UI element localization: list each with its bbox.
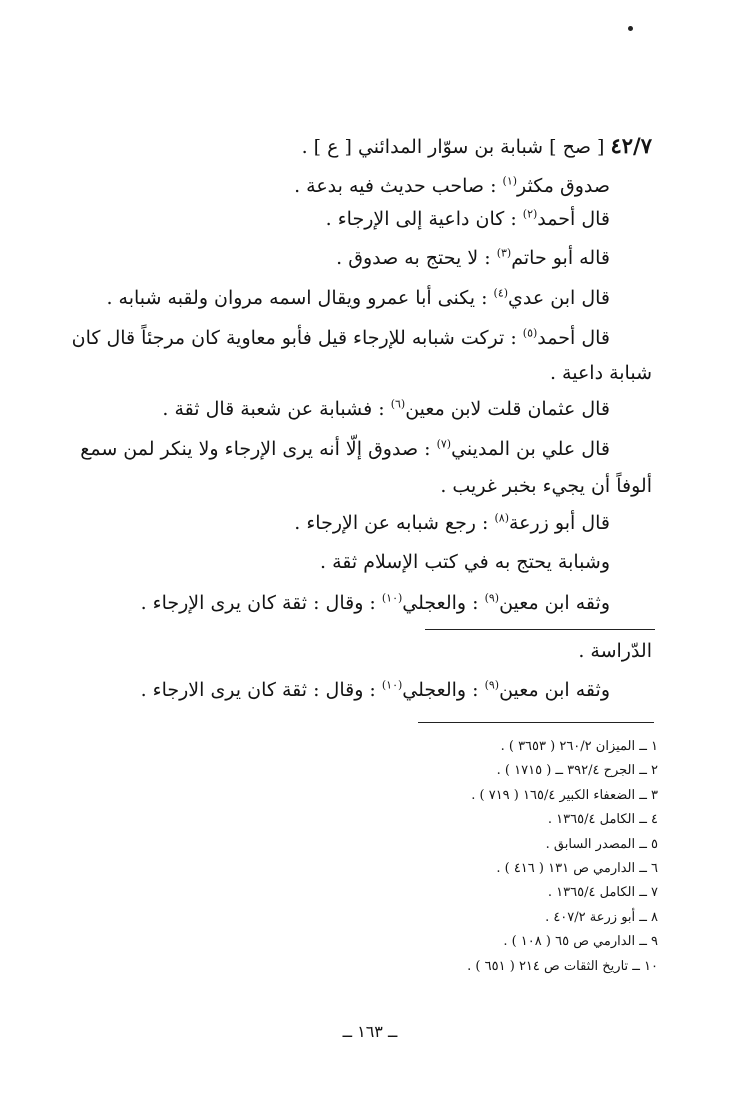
text-line-post: : لا يحتج به صدوق . — [336, 247, 497, 269]
footnote-item: ١ ــ الميزان ٢٦٠/٢ ( ٣٦٥٣ ) . — [500, 739, 658, 754]
footnote-item: ٥ ــ المصدر السابق . — [545, 836, 658, 852]
study-line-pre: وثقه ابن معين — [499, 679, 610, 701]
footnote-item: ١٠ ــ تاريخ الثقات ص ٢١٤ ( ٦٥١ ) . — [467, 958, 658, 974]
text-line — [550, 360, 652, 386]
text-line — [294, 510, 610, 536]
text-line — [106, 285, 610, 311]
text-line-post: : صاحب حديث فيه بدعة . — [294, 175, 503, 197]
footnote-ref: (٤) — [493, 286, 509, 300]
footnote-item: ٧ ــ الكامل ١٣٦٥/٤ . — [547, 885, 658, 901]
text-line-pre: ألوفاً أن يجيء بخبر غريب . — [440, 475, 652, 497]
entry-heading-line — [302, 133, 652, 160]
text-line — [320, 549, 610, 575]
text-line — [326, 206, 610, 232]
text-line — [141, 590, 610, 616]
text-line-pre: قاله أبو حاتم — [511, 247, 610, 269]
text-line-pre: صدوق مكثر — [517, 175, 610, 197]
text-line-pre: قال أحمد — [537, 208, 610, 230]
text-line-pre: وثقه ابن معين — [499, 592, 610, 614]
footnote-ref: (٢) — [522, 207, 538, 221]
footnote-ref: (١٠) — [381, 591, 403, 605]
text-line — [440, 473, 652, 499]
text-line-post: : تركت شبابه للإرجاء قيل فأبو معاوية كان مرجئاً قال كان — [71, 327, 523, 349]
footnote-item: ٦ ــ الدارمي ص ١٣١ ( ٤١٦ ) . — [496, 861, 658, 876]
text-line-pre: قال ابن عدي — [508, 287, 610, 309]
footnote-item: ٤ ــ الكامل ١٣٦٥/٤ . — [547, 812, 658, 828]
footnote-ref: (٧) — [436, 437, 452, 451]
study-line — [141, 677, 610, 703]
text-line-pre: قال علي بن المديني — [451, 438, 610, 460]
footnote-ref: (٦) — [390, 397, 406, 411]
footnote-divider — [418, 722, 654, 723]
footnote-ref: (١) — [502, 174, 518, 188]
text-line-pre: شبابة داعية . — [549, 362, 652, 384]
text-line-pre: قال عثمان قلت لابن معين — [405, 398, 610, 420]
footnote-ref: (٨) — [494, 511, 509, 525]
text-line — [72, 325, 610, 351]
text-line-post: : رجع شبابه عن الإرجاء . — [294, 512, 495, 534]
text-line-post: : صدوق إلّا أنه يرى الإرجاء ولا ينكر لمن سمع — [80, 438, 437, 460]
footnote-item: ٩ ــ الدارمي ص ٦٥ ( ١٠٨ ) . — [503, 934, 658, 950]
page-mark — [628, 26, 633, 31]
entry-number: ٤٢/٧ — [610, 133, 652, 158]
text-line-pre: وشبابة يحتج به في كتب الإسلام ثقة . — [319, 551, 610, 573]
footnote-ref: (١٠) — [381, 678, 403, 692]
footnote-ref: (٩) — [484, 591, 500, 605]
text-line — [80, 436, 610, 462]
text-line-post: : كان داعية إلى الإرجاء . — [325, 208, 523, 230]
study-heading: الدّراسة . — [578, 640, 652, 662]
footnote-ref: (٥) — [522, 326, 538, 340]
text-line — [162, 396, 610, 422]
study-line-post2: : وقال : ثقة كان يرى الارجاء . — [140, 679, 382, 701]
text-line-pre: قال أبو زرعة — [508, 512, 610, 534]
footnote-item: ٣ ــ الضعفاء الكبير ١٦٥/٤ ( ٧١٩ ) . — [471, 787, 658, 803]
section-divider — [425, 629, 655, 630]
text-line-pre: قال أحمد — [537, 327, 610, 349]
footnote-item: ٢ ــ الجرح ٣٩٢/٤ ــ ( ١٧١٥ ) . — [496, 763, 658, 779]
footnote-ref: (٣) — [496, 246, 512, 260]
page-number: ــ ١٦٣ ــ — [342, 1022, 398, 1041]
text-line-post: : يكنى أبا عمرو ويقال اسمه مروان ولقبه شبابه . — [106, 287, 494, 309]
text-line — [336, 245, 610, 271]
text-line — [294, 173, 610, 199]
text-line-post2: : وقال : ثقة كان يرى الإرجاء . — [140, 592, 382, 614]
entry-heading: [ صح ] شبابة بن سوّار المدائني [ ع ] . — [301, 136, 605, 158]
footnote-ref: (٩) — [484, 678, 500, 692]
footnote-item: ٨ ــ أبو زرعة ٤٠٧/٢ . — [545, 909, 658, 925]
text-line-post: : والعجلي — [402, 592, 485, 614]
study-line-post: : والعجلي — [402, 679, 485, 701]
text-line-post: : فشبابة عن شعبة قال ثقة . — [162, 398, 391, 420]
